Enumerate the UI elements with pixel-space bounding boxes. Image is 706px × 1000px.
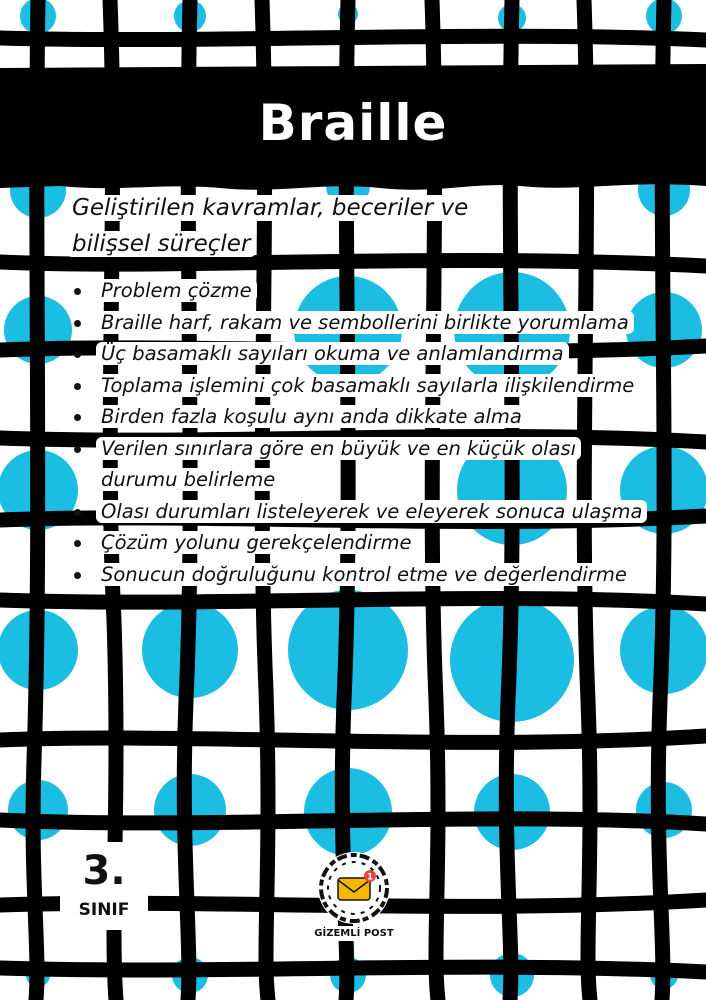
skills-heading: Geliştirilen kavramlar, beceriler ve bilişsel süreçler (66, 190, 536, 262)
grid-line (0, 967, 706, 972)
page-title: Braille (258, 94, 448, 152)
list-item: Braille harf, rakam ve sembollerini birlikte yorumlama (70, 307, 650, 339)
list-item: Çözüm yolunu gerekçelendirme (70, 527, 650, 559)
grid-line (0, 819, 706, 824)
list-item: Verilen sınırlara göre en büyük ve en küçük olası durumu belirleme (70, 433, 650, 496)
grid-line (0, 736, 706, 742)
list-item: Toplama işlemini çok basamaklı sayılarla ilişkilendirme (70, 370, 650, 402)
grid-line (0, 36, 706, 40)
list-item: Üç basamaklı sayıları okuma ve anlamlandırma (70, 338, 650, 370)
list-item: Problem çözme (70, 275, 650, 307)
list-item: Olası durumları listeleyerek ve eleyerek sonuca ulaşma (70, 496, 650, 528)
list-item: Sonucun doğruluğunu kontrol etme ve değerlendirme (70, 559, 650, 591)
brand-name: GİZEMLİ POST (295, 926, 413, 941)
notification-badge: 1 (366, 872, 374, 883)
grade-number: 3. (82, 848, 126, 894)
grid-line (0, 598, 706, 604)
grade-label: SINIF (78, 900, 130, 920)
skills-list (70, 275, 650, 590)
list-item: Birden fazla koşulu aynı anda dikkate alma (70, 401, 650, 433)
